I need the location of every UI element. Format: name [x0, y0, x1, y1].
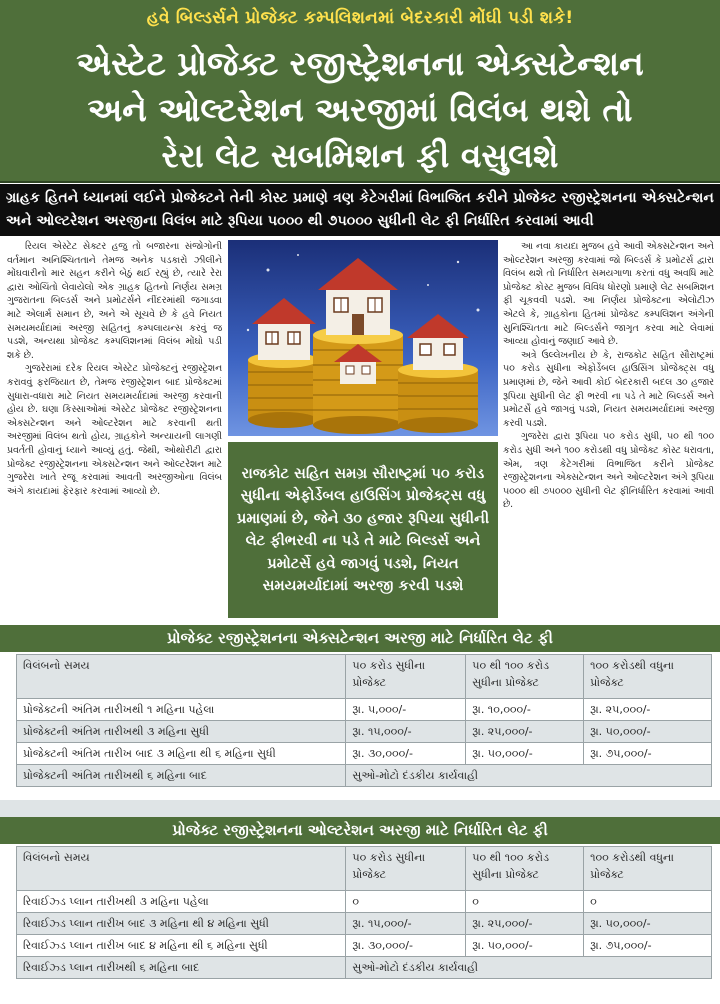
- intro-summary: ગ્રાહક હિતને ધ્યાનમાં લઈને પ્રોજેક્ટને તેની કોસ્ટ પ્રમાણે ત્રણ કેટેગરીમાં વિભાજિત કરીને પ્રોજેક્ટ રજીસ્ટ્રેશનના એક્સટેન્શન અને ઓલ્ટરેશન અરજીના વિલંબ માટે રૂપિયા ૫૦૦૦ થી ૭૫૦૦૦ સુધીની લેટ ફી નિર્ધારિત કરવામાં આવી: [0, 184, 720, 236]
- headline-kicker: હવે બિલ્ડર્સને પ્રોજેક્ટ કમ્પલિશનમાં બેદરકારી મોંઘી પડી શકે!: [146, 8, 574, 28]
- cell-delay: રિવાઈઝ્ડ પ્લાન તારીખથી ૬ મહિના બાદ: [17, 957, 346, 979]
- header-delay-period: વિલંબનો સમય: [17, 847, 346, 891]
- header-50-100cr: ૫૦ થી ૧૦૦ કરોડ સુધીના પ્રોજેક્ટ: [466, 847, 584, 891]
- houses-on-coins-icon: [228, 240, 498, 436]
- cell-fee: રૂા. ૫૦,૦૦૦/-: [584, 721, 712, 743]
- extension-fee-table: [16, 654, 712, 787]
- cell-delay: રિવાઈઝ્ડ પ્લાન તારીખ બાદ ૩ મહિના થી ૪ મહિના સુધી: [17, 913, 346, 935]
- cell-fee: રૂા. ૧૫,૦૦૦/-: [346, 721, 466, 743]
- headline-line-1: એસ્ટેટ પ્રોજેક્ટ રજીસ્ટ્રેશનના એક્સટેન્શન: [76, 44, 644, 83]
- cell-fee: રૂા. ૩૦,૦૦૦/-: [346, 935, 466, 957]
- cell-delay: રિવાઈઝ્ડ પ્લાન તારીખ બાદ ૪ મહિના થી ૬ મહિના સુધી: [17, 935, 346, 957]
- table-row: [17, 721, 712, 743]
- table-header-row: [17, 847, 712, 891]
- header-above-100cr: ૧૦૦ કરોડથી વધુના પ્રોજેક્ટ: [584, 847, 712, 891]
- headline-block: [0, 0, 720, 183]
- cell-fee: રૂા. ૨૫,૦૦૦/-: [584, 699, 712, 721]
- cell-fee: રૂા. ૨૫,૦૦૦/-: [466, 721, 584, 743]
- table-row: [17, 891, 712, 913]
- cell-fee: રૂા. ૩૦,૦૦૦/-: [346, 743, 466, 765]
- cell-fee: રૂા. ૭૫,૦૦૦/-: [584, 743, 712, 765]
- table-row: [17, 765, 712, 787]
- cell-fee: રૂા. ૭૫,૦૦૦/-: [584, 935, 712, 957]
- table-row: [17, 699, 712, 721]
- cell-delay: રિવાઈઝ્ડ પ્લાન તારીખથી ૩ મહિના પહેલા: [17, 891, 346, 913]
- alteration-table-title: પ્રોજેક્ટ રજીસ્ટ્રેશનના ઓલ્ટરેશન અરજી માટે નિર્ધારિત લેટ ફી: [0, 817, 720, 844]
- pull-quote-text: રાજકોટ સહિત સમગ્ર સૌરાષ્ટ્રમાં ૫૦ કરોડ સુધીના એફોર્ડેબલ હાઉસિંગ પ્રોજેક્ટ્સ વધુ પ્રમાણમાં છે, જેને ૩૦ હજાર રૂપિયા સુધીની લેટ ફીભરવી ના પડે તે માટે બિલ્ડર્સ અને પ્રમોટર્સે હવે જાગવું પડશે, નિયત સમયમર્યાદામાં અરજી કરવી પડશે: [236, 464, 490, 594]
- table-row: [17, 935, 712, 957]
- cell-fee: રૂા. ૫૦,૦૦૦/-: [466, 743, 584, 765]
- cell-fee: રૂા. ૫,૦૦૦/-: [346, 699, 466, 721]
- table-separator: [0, 800, 720, 817]
- cell-fee: ૦: [584, 891, 712, 913]
- header-50-100cr: ૫૦ થી ૧૦૦ કરોડ સુધીના પ્રોજેક્ટ: [466, 655, 584, 699]
- header-above-100cr: ૧૦૦ કરોડથી વધુના પ્રોજેક્ટ: [584, 655, 712, 699]
- pull-quote: [228, 442, 498, 618]
- cell-delay: પ્રોજેક્ટની અંતિમ તારીખથી ૩ મહિના સુધી: [17, 721, 346, 743]
- article-column-right: [503, 240, 714, 512]
- header-upto-50cr: ૫૦ કરોડ સુધીના પ્રોજેક્ટ: [346, 847, 466, 891]
- table-row: [17, 743, 712, 765]
- cell-fee: રૂા. ૫૦,૦૦૦/-: [584, 913, 712, 935]
- article-paragraph: ગુજરેરામાં દરેક રિયલ એસ્ટેટ પ્રોજેક્ટનું રજીસ્ટ્રેશન કરાવવું ફરજિયાત છે, તેમજ રજીસ્ટ્રેશન બાદ પ્રોજેક્ટમાં સુધારા-વધારા માટે નિયત સમયમર્યાદામાં અરજી કરવાની હોય છે. ઘણા કિસ્સાઓમાં એસ્ટેટ પ્રોજેક્ટ રજીસ્ટ્રેશનના એક્સટેન્શન અને ઓલ્ટરેશન માટે કરવાની થતી અરજીમાં વિલંબ થતો હોય, ગ્રાહકોને અન્યાયની લાગણી પ્રવર્તતી હોવાનું ધ્યાને આવ્યું હતું. જેથી, ઓથોરીટી દ્વારા પ્રોજેક્ટ રજીસ્ટ્રેશનના એક્સટેન્શન અને ઓલ્ટરેશન માટે ગુજરેરા ખાતે રજૂ કરવામાં આવતી અરજીઓના વિલંબ અંગે કાયદામાં ફેરફાર કરવામાં આવ્યો છે.: [7, 363, 222, 497]
- headline-line-3: રેરા લેટ સબમિશન ફી વસુલશે: [161, 136, 559, 175]
- cell-delay: પ્રોજેક્ટની અંતિમ તારીખથી ૬ મહિના બાદ: [17, 765, 346, 787]
- cell-fee: ૦: [466, 891, 584, 913]
- table-header-row: [17, 655, 712, 699]
- cell-delay: પ્રોજેક્ટની અંતિમ તારીખથી ૧ મહિના પહેલા: [17, 699, 346, 721]
- header-upto-50cr: ૫૦ કરોડ સુધીના પ્રોજેક્ટ: [346, 655, 466, 699]
- cell-fee: રૂા. ૧૦,૦૦૦/-: [466, 699, 584, 721]
- alteration-fee-table: [16, 846, 712, 979]
- cell-penal-action: સુઓ-મોટો દંડકીય કાર્યવાહી: [346, 765, 712, 787]
- cell-fee: રૂા. ૫૦,૦૦૦/-: [466, 935, 584, 957]
- extension-table-title: પ્રોજેક્ટ રજીસ્ટ્રેશનના એક્સટેન્શન અરજી માટે નિર્ધારિત લેટ ફી: [0, 625, 720, 652]
- article-paragraph: ગુજરેરા દ્વારા રૂપિયા ૫૦ કરોડ સુધી, ૫૦ થી ૧૦૦ કરોડ સુધી અને ૧૦૦ કરોડથી વધુ પ્રોજેક્ટ કોસ્ટ ધરાવતા, એમ, ત્રણ કેટેગરીમાં વિભાજિત કરીને પ્રોજેક્ટ રજીસ્ટ્રેશનના એક્સટેન્શન અને ઓલ્ટરેશન અંગે રૂપિયા ૫૦૦૦ થી ૭૫૦૦૦ સુધીની લેટ ફીનિર્ધારિત કરવામાં આવી છે.: [503, 431, 714, 511]
- article-paragraph: અત્રે ઉલ્લેખનીય છે કે, રાજકોટ સહિત સૌરાષ્ટ્રમાં ૫૦ કરોડ સુધીના એફોર્ડેબલ હાઉસિંગ પ્રોજેક્ટ્સ વધુ પ્રમાણમાં છે, જેને આવી કોઈ બેદરકારી બદલ ૩૦ હજાર રૂપિયા સુધીની લેટ ફી ભરવી ના પડે તે માટે બિલ્ડર્સ અને પ્રમોટર્સે હવે જાગવું પડશે, નિયત સમયમર્યાદામાં અરજી કરવી પડશે.: [503, 349, 714, 429]
- header-delay-period: વિલંબનો સમય: [17, 655, 346, 699]
- article-paragraph: રિયલ એસ્ટેટ સેક્ટર હજુ તો બજારના સંજોગોની વર્તમાન અનિશ્ચિતતાને તેમજ અનેક પડકારો ઝીલીને મોંઘવારીનો માર સહન કરીને બેઠું થઈ રહ્યું છે, ત્યારે રેરા દ્વારા ઓચિંતો લેવાયેલો એક ગ્રાહક હિતનો નિર્ણય સમગ્ર ગુજરાતના બિલ્ડર્સ અને પ્રમોટર્સને નીંદરમાંથી જગાડવા માટે એલાર્મ સમાન છે, અને એ સૂચવે છે કે હવે નિયત સમયમર્યાદામાં અરજી સહિતનું કમ્પલાયન્સ કરવું જ પડશે, અન્યથા પ્રોજેક્ટ કમ્પલિશનમાં વિલંબ મોંઘો પડી શકે છે.: [7, 241, 222, 361]
- cell-fee: રૂા. ૨૫,૦૦૦/-: [466, 913, 584, 935]
- table-row: [17, 957, 712, 979]
- table-row: [17, 913, 712, 935]
- cell-fee: ૦: [346, 891, 466, 913]
- cell-penal-action: સુઓ-મોટો દંડકીય કાર્યવાહી: [346, 957, 712, 979]
- cell-delay: પ્રોજેક્ટની અંતિમ તારીખ બાદ ૩ મહિના થી ૬ મહિના સુધી: [17, 743, 346, 765]
- headline-line-2: અને ઓલ્ટરેશન અરજીમાં વિલંબ થશે તો: [87, 90, 633, 129]
- cell-fee: રૂા. ૧૫,૦૦૦/-: [346, 913, 466, 935]
- article-column-left: [7, 240, 222, 498]
- article-paragraph: આ નવા કાયદા મુજબ હવે આવી એક્સટેન્શન અને ઓલ્ટરેશન અરજી કરવામાં જો બિલ્ડર્સ કે પ્રમોટર્સ દ્વારા વિલંબ થશે તો નિર્ધારિત સમયગાળા કરતાં વધુ અવધિ માટે પ્રોજેક્ટ કોસ્ટ મુજબ વિવિધ ધોરણો પ્રમાણે લેટ સબમિશન ફી ચૂકવવી પડશે. આ નિર્ણય પ્રોજેક્ટના એલોટીઝ એટલે કે, ગ્રાહકોના હિતમાં પ્રોજેક્ટ કમ્પલિશન અંગેની સુનિશ્ચિતતા માટે બિલ્ડર્સને જાગૃત કરવા માટે લેવામાં આવ્યા હોવાનું જણાઈ આવે છે.: [503, 241, 714, 348]
